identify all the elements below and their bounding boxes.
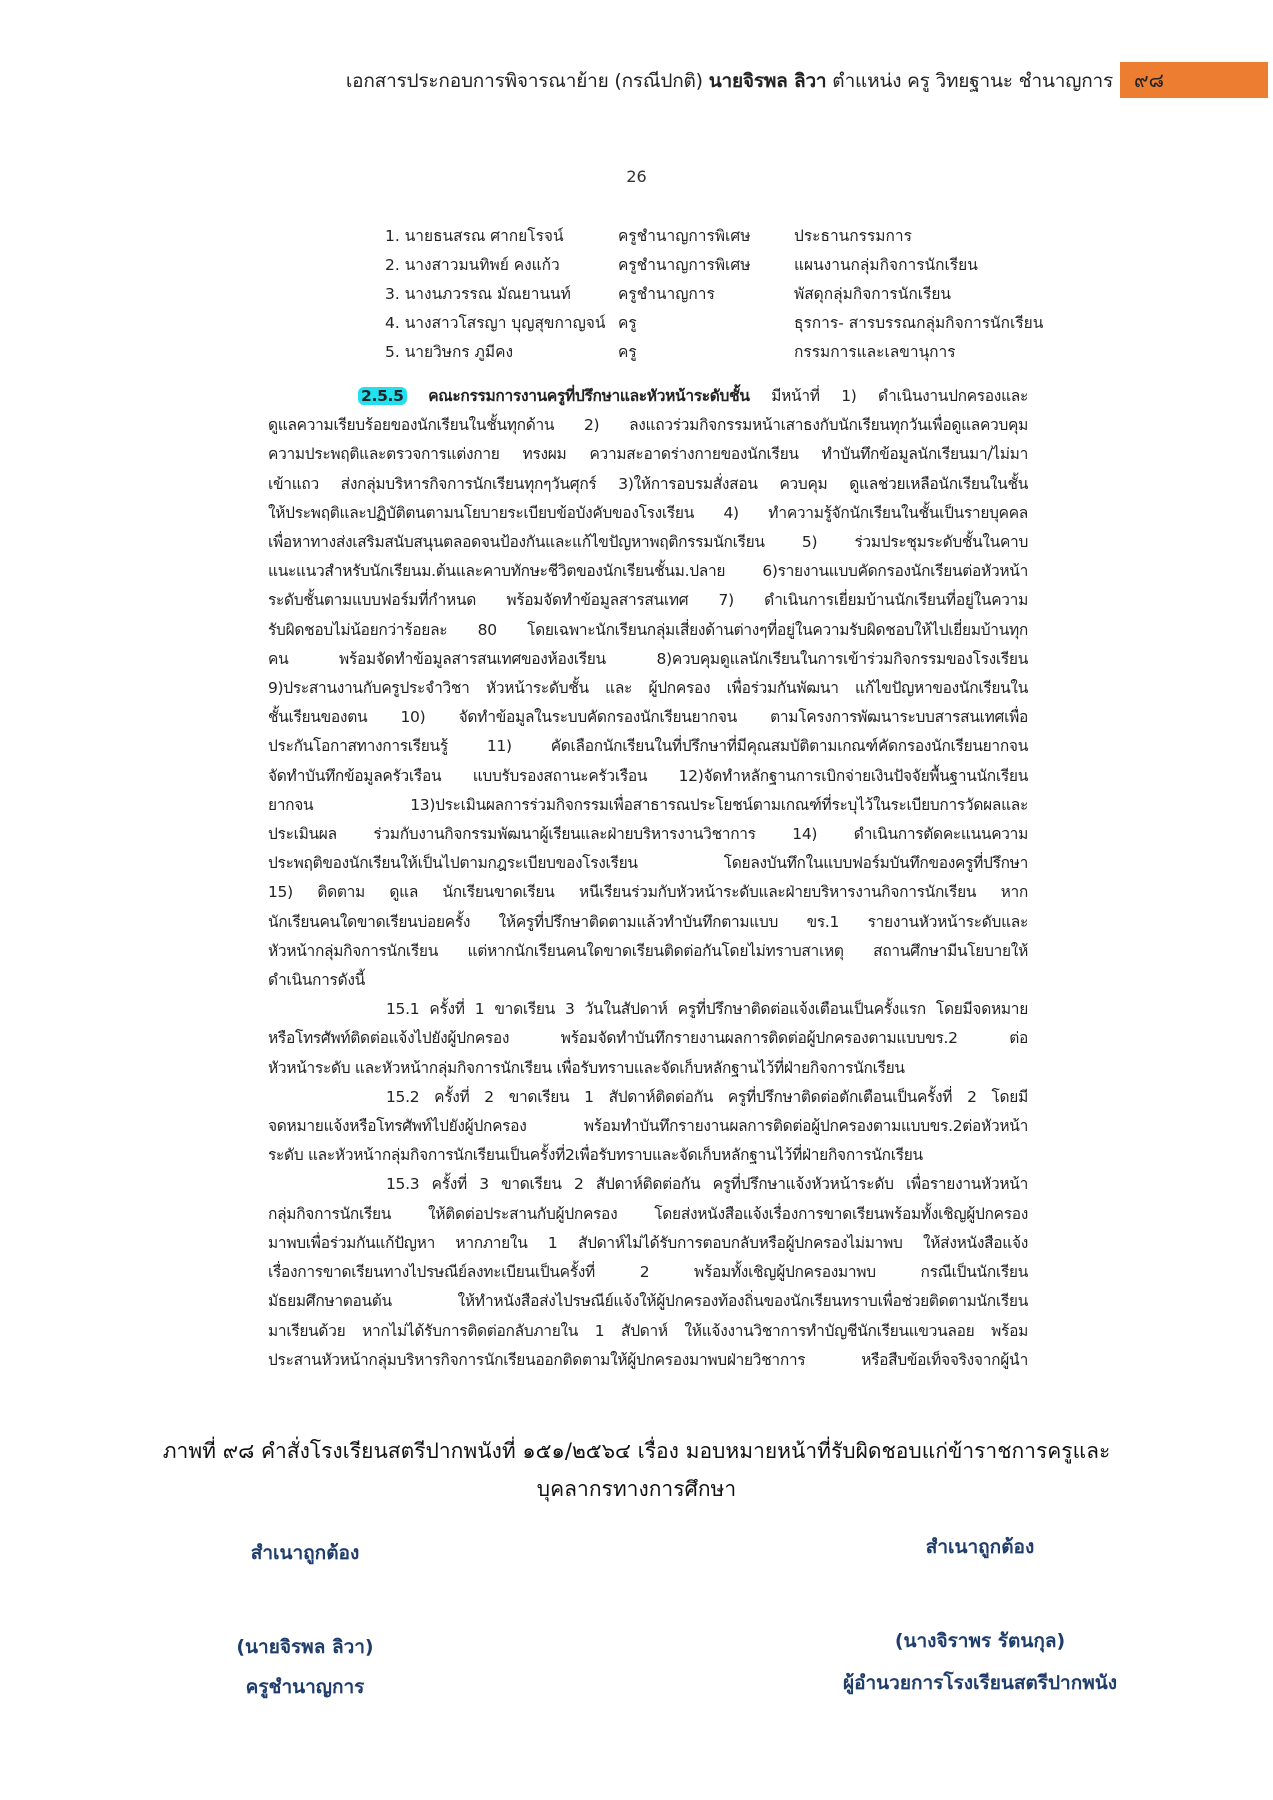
header-text <box>346 66 1113 96</box>
member-position: ครู <box>618 314 637 332</box>
subitem-15-3-line: มัธยมศึกษาตอนต้น ให้ทำหนังสือส่งไปรษณีย์แจ้งให้ผู้ปกครองท้องถิ่นของนักเรียนทราบเพื่อช่วยติดตามนักเรียน <box>268 1292 1028 1311</box>
member-name: 1. นายธนสรณ ศากยโรจน์ <box>385 227 564 245</box>
body-line: เพื่อหาทางส่งเสริมสนับสนุนตลอดจนป้องกันและแก้ไขปัญหาพฤติกรรมนักเรียน 5) ร่วมประชุมระดับชั้นในคาบ <box>268 533 1028 552</box>
right-signer-name: (นางจิราพร รัตนกุล) <box>894 1630 1066 1652</box>
member-role: ประธานกรรมการ <box>794 227 912 245</box>
left-signer-name: (นายจิรพล ลิวา) <box>236 1636 374 1658</box>
subitem-15-3-line: 15.3 ครั้งที่ 3 ขาดเรียน 2 สัปดาห์ติดต่อกัน ครูที่ปรึกษาแจ้งหัวหน้าระดับ เพื่อรายงานหัวหน้า <box>386 1175 1028 1194</box>
body-line: ให้ประพฤติและปฏิบัติตนตามนโยบายระเบียบข้อบังคับของโรงเรียน 4) ทำความรู้จักนักเรียนในชั้นเป็นรายบุคคล <box>268 503 1028 522</box>
member-name: 2. นางสาวมนทิพย์ คงแก้ว <box>385 256 560 274</box>
subitem-15-2-line: 15.2 ครั้งที่ 2 ขาดเรียน 1 สัปดาห์ติดต่อกัน ครูที่ปรึกษาติดต่อตักเตือนเป็นครั้งที่ 2 โดยมี <box>386 1087 1028 1106</box>
body-line: มีหน้าที่ 1) ดำเนินงานปกครองและ <box>771 387 1028 405</box>
subitem-15-1-line: หรือโทรศัพท์ติดต่อแจ้งไปยังผู้ปกครอง พร้อมจัดทำบันทึกรายงานผลการติดต่อผู้ปกครองตามแบบขร.2 ต่อ <box>268 1029 1028 1048</box>
member-position: ครูชำนาญการพิเศษ <box>618 256 751 274</box>
body-line: ดูแลความเรียบร้อยของนักเรียนในชั้นทุกด้าน 2) ลงแถวร่วมกิจกรรมหน้าเสาธงกับนักเรียนทุกวันเพื่อดูแลควบคุม <box>268 416 1028 435</box>
body-line: ชั้นเรียนของตน 10) จัดทำข้อมูลในระบบคัดกรองนักเรียนยากจน ตามโครงการพัฒนาระบบสารสนเทศเพื่อ <box>268 708 1028 727</box>
body-line: ประพฤติของนักเรียนให้เป็นไปตามกฎระเบียบของโรงเรียน โดยลงบันทึกในแบบฟอร์มบันทึกของครูที่ปรึกษา <box>268 854 1028 873</box>
subitem-15-1-line: 15.1 ครั้งที่ 1 ขาดเรียน 3 วันในสัปดาห์ ครูที่ปรึกษาติดต่อแจ้งเตือนเป็นครั้งแรก โดยมีจดหมาย <box>386 1000 1028 1019</box>
section-number-highlight: 2.5.5 <box>358 387 407 405</box>
body-line: แนะแนวสำหรับนักเรียนม.ต้นและคาบทักษะชีวิตของนักเรียนชั้นม.ปลาย 6)รายงานแบบคัดกรองนักเรียนต่อหัวหน้า <box>268 562 1028 581</box>
subitem-15-3-line: มาเรียนด้วย หากไม่ได้รับการติดต่อกลับภายใน 1 สัปดาห์ ให้แจ้งงานวิชาการทำบัญชีนักเรียนแขวนลอย พร้อม <box>268 1321 1028 1340</box>
body-line: ยากจน 13)ประเมินผลการร่วมกิจกรรมเพื่อสาธารณประโยชน์ตามเกณฑ์ที่ระบุไว้ในระเบียบการวัดผลและ <box>268 795 1028 814</box>
member-name: 3. นางนภวรรณ มัณยานนท์ <box>385 285 571 303</box>
body-line: 15) ติดตาม ดูแล นักเรียนขาดเรียน หนีเรียนร่วมกับหัวหน้าระดับและฝ่ายบริหารงานกิจการนักเรียน หาก <box>268 883 1028 902</box>
body-line: จัดทำบันทึกข้อมูลครัวเรือน แบบรับรองสถานะครัวเรือน 12)จัดทำหลักฐานการเบิกจ่ายเงินปัจจัยพื้นฐานนักเรียน <box>268 766 1028 785</box>
header-suffix: ตำแหน่ง ครู วิทยฐานะ ชำนาญการ <box>832 70 1113 92</box>
header-name: นายจิรพล ลิวา <box>708 70 827 92</box>
member-role: พัสดุกลุ่มกิจการนักเรียน <box>794 285 952 303</box>
section-body <box>268 382 1028 1375</box>
body-line: นักเรียนคนใดขาดเรียนบ่อยครั้ง ให้ครูที่ปรึกษาติดตามแล้วทำบันทึกตามแบบ ขร.1 รายงานหัวหน้าระดับและ <box>268 912 1028 931</box>
member-position: ครู <box>618 343 637 361</box>
body-line: รับผิดชอบไม่น้อยกว่าร้อยละ 80 โดยเฉพาะนักเรียนกลุ่มเสี่ยงด้านต่างๆที่อยู่ในความรับผิดชอบให้ไปเยี่ยมบ้านทุก <box>268 620 1028 639</box>
body-line: 9)ประสานงานกับครูประจำวิชา หัวหน้าระดับชั้น และ ผู้ปกครอง เพื่อร่วมกันพัฒนา แก้ไขปัญหาของนักเรียนใน <box>268 679 1028 698</box>
inner-page-number: 26 <box>626 167 647 186</box>
subitem-15-3-line: ประสานหัวหน้ากลุ่มบริหารกิจการนักเรียนออกติดตามให้ผู้ปกครองมาพบฝ่ายวิชาการ หรือสืบข้อเท็จจริงจากผู้นำ <box>268 1350 1028 1369</box>
subitem-15-1-line: หัวหน้าระดับ และหัวหน้ากลุ่มกิจการนักเรียน เพื่อรับทราบและจัดเก็บหลักฐานไว้ที่ฝ่ายกิจการนักเรียน <box>268 1058 905 1077</box>
body-line: ความประพฤติและตรวจการแต่งกาย ทรงผม ความสะอาดร่างกายของนักเรียน ทำบันทึกข้อมูลนักเรียนมา/ไม่มา <box>268 445 1028 464</box>
figure-caption <box>0 1432 1273 1508</box>
caption-line-1: ภาพที่ ๙๘ คำสั่งโรงเรียนสตรีปากพนังที่ ๑๕๑/๒๕๖๔ เรื่อง มอบหมายหน้าที่รับผิดชอบแก่ข้าราชการครูและ <box>162 1439 1111 1463</box>
subitem-15-3-line: กลุ่มกิจการนักเรียน ให้ติดต่อประสานกับผู้ปกครอง โดยส่งหนังสือแจ้งเรื่องการขาดเรียนพร้อมทั้งเชิญผู้ปกครอง <box>268 1204 1028 1223</box>
page-number-badge: ๙๘ <box>1120 62 1268 98</box>
section-heading-line <box>268 382 1028 411</box>
member-position: ครูชำนาญการพิเศษ <box>618 227 751 245</box>
section-title: คณะกรรมการงานครูที่ปรึกษาและหัวหน้าระดับชั้น <box>428 387 750 405</box>
subitem-15-2-line: จดหมายแจ้งหรือโทรศัพท์ไปยังผู้ปกครอง พร้อมทำบันทึกรายงานผลการติดต่อผู้ปกครองตามแบบขร.2ต่อหัวหน้า <box>268 1117 1028 1136</box>
member-name: 5. นายวิษกร ภูมีคง <box>385 343 514 361</box>
left-signer-title: ครูชำนาญการ <box>245 1676 365 1698</box>
member-row <box>385 309 1054 338</box>
member-role: กรรมการและเลขานุการ <box>794 343 956 361</box>
body-line: ประเมินผล ร่วมกับงานกิจกรรมพัฒนาผู้เรียนและฝ่ายบริหารงานวิชาการ 14) ดำเนินการตัดคะแนนความ <box>268 825 1028 844</box>
body-line: หัวหน้ากลุ่มกิจการนักเรียน แต่หากนักเรียนคนใดขาดเรียนติดต่อกันโดยไม่ทราบสาเหตุ สถานศึกษามีนโยบายให้ <box>268 941 1028 960</box>
member-row <box>385 251 1054 280</box>
member-role: ธุรการ- สารบรรณกลุ่มกิจการนักเรียน <box>794 314 1044 332</box>
body-line: คน พร้อมจัดทำข้อมูลสารสนเทศของห้องเรียน 8)ควบคุมดูแลนักเรียนในการเข้าร่วมกิจกรรมของโรงเรียน <box>268 649 1028 668</box>
member-role: แผนงานกลุ่มกิจการนักเรียน <box>794 256 978 274</box>
header-prefix: เอกสารประกอบการพิจารณาย้าย (กรณีปกติ) <box>345 70 703 92</box>
body-line: ประกันโอกาสทางการเรียนรู้ 11) คัดเลือกนักเรียนในที่ปรึกษาที่มีคุณสมบัติตามเกณฑ์คัดกรองนักเรียนยากจน <box>268 737 1028 756</box>
body-line: ระดับชั้นตามแบบฟอร์มที่กำหนด พร้อมจัดทำข้อมูลสารสนเทศ 7) ดำเนินการเยี่ยมบ้านนักเรียนที่อยู่ในความ <box>268 591 1028 610</box>
right-certified-label: สำเนาถูกต้อง <box>925 1536 1035 1558</box>
document-header <box>0 62 1273 98</box>
right-signer-title: ผู้อำนวยการโรงเรียนสตรีปากพนัง <box>842 1672 1118 1694</box>
caption-line-2: บุคลากรทางการศึกษา <box>536 1477 737 1501</box>
subitem-15-2-line: ระดับ และหัวหน้ากลุ่มกิจการนักเรียนเป็นครั้งที่2เพื่อรับทราบและจัดเก็บหลักฐานไว้ที่ฝ่ายกิจการนักเรียน <box>268 1146 923 1165</box>
subitem-15-3-line: เรื่องการขาดเรียนทางไปรษณีย์ลงทะเบียนเป็นครั้งที่ 2 พร้อมทั้งเชิญผู้ปกครองมาพบ กรณีเป็นนักเรียน <box>268 1263 1028 1282</box>
member-row <box>385 280 1054 309</box>
member-row <box>385 222 1054 251</box>
committee-member-list <box>385 222 1054 367</box>
subitem-15-3-line: มาพบเพื่อร่วมกันแก้ปัญหา หากภายใน 1 สัปดาห์ไม่ได้รับการตอบกลับหรือผู้ปกครองไม่มาพบ ให้ส่งหนังสือแจ้ง <box>268 1233 1028 1252</box>
member-row <box>385 338 1054 367</box>
member-position: ครูชำนาญการ <box>618 285 715 303</box>
body-line: เข้าแถว ส่งกลุ่มบริหารกิจการนักเรียนทุกๆวันศุกร์ 3)ให้การอบรมสั่งสอน ควบคุม ดูแลช่วยเหลือนักเรียนในชั้น <box>268 474 1028 493</box>
member-name: 4. นางสาวโสรญา บุญสุขกาญจน์ <box>385 314 606 332</box>
left-certified-label: สำเนาถูกต้อง <box>250 1542 360 1564</box>
body-line: ดำเนินการดังนี้ <box>268 971 365 990</box>
